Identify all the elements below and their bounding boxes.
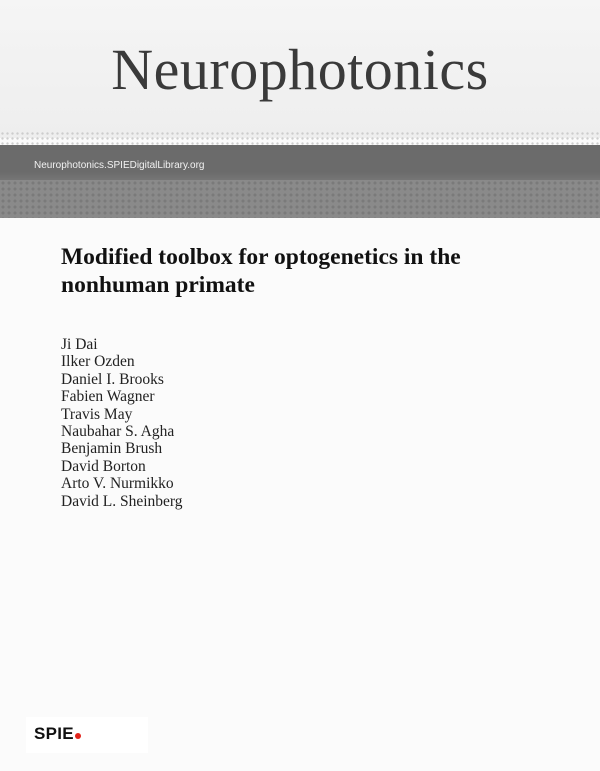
- author-name: Ji Dai: [61, 336, 98, 353]
- author-name: Daniel I. Brooks: [61, 370, 164, 388]
- dotted-divider: [0, 131, 600, 145]
- author-name: Fabien Wagner: [61, 388, 155, 406]
- author-name: David Borton: [61, 457, 146, 475]
- author-name: Ilker Ozden: [61, 353, 135, 371]
- logo-dot-icon: [75, 733, 81, 739]
- author-name: Travis May: [61, 405, 133, 423]
- publisher-name: SPIE: [34, 724, 74, 743]
- masthead: [0, 0, 600, 138]
- author-name: David L. Sheinberg: [61, 492, 183, 510]
- header-band-pattern: [0, 180, 600, 218]
- journal-title: Neurophotonics: [111, 37, 489, 102]
- author-name: Naubahar S. Agha: [61, 423, 175, 441]
- author-list: [61, 336, 183, 510]
- author-name: Arto V. Nurmikko: [61, 475, 174, 493]
- spie-logo: [34, 724, 81, 744]
- author-name: Benjamin Brush: [61, 440, 163, 458]
- journal-url-link[interactable]: Neurophotonics.SPIEDigitalLibrary.org: [34, 160, 205, 171]
- article-title: Modified toolbox for optogenetics in the nonhuman primate: [61, 244, 461, 298]
